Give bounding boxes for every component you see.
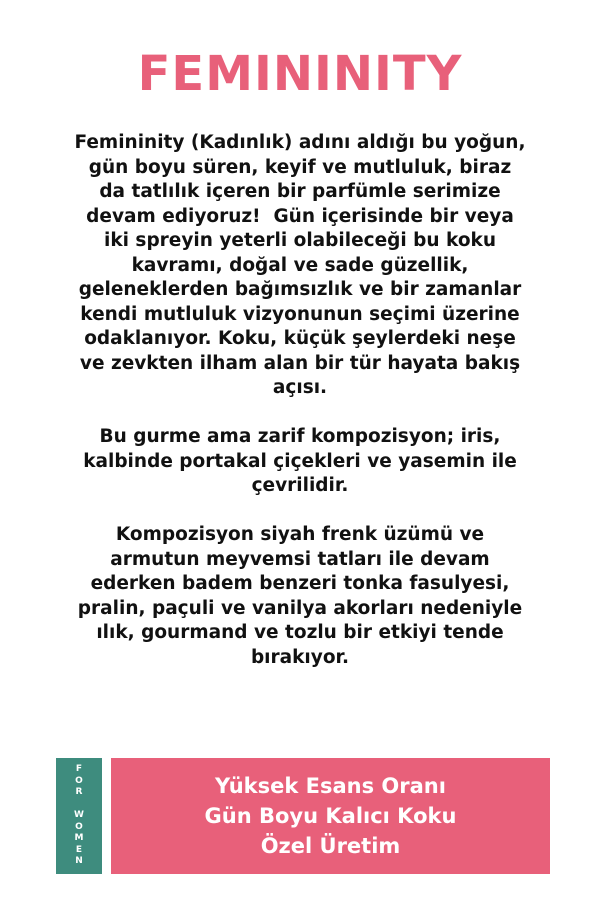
text-line: geleneklerden bağımsızlık ve bir zamanlar (78, 279, 522, 300)
tag-letter: E (75, 844, 83, 855)
page-title: FEMININITY (137, 46, 463, 102)
text-line: Kompozisyon siyah frenk üzümü ve (115, 524, 485, 545)
text-line: açısı. (272, 377, 328, 398)
text-line: Bu gurme ama zarif kompozisyon; iris, (99, 426, 501, 447)
tag-letter: O (75, 775, 83, 786)
text-line: kalbinde portakal çiçekleri ve yasemin ile (83, 450, 517, 472)
tag-letter: R (75, 787, 83, 798)
feature-high-essence: Yüksek Esans Oranı (215, 774, 446, 798)
text-line: ve zevkten ilham alan bir tür hayata bakış (79, 352, 521, 374)
text-line: da tatlılık içeren bir parfümle serimize (99, 181, 501, 202)
for-women-tag (56, 758, 102, 874)
text-line: ılık, gourmand ve tozlu bir etkiyi tende (96, 622, 504, 643)
tag-letter: F (75, 764, 83, 775)
paragraph-notes (52, 523, 548, 670)
paragraph-intro (52, 131, 548, 401)
tag-letter: W (74, 810, 84, 821)
text-line: gün boyu süren, keyif ve mutluluk, biraz (88, 156, 512, 178)
for-women-letters (74, 764, 84, 868)
text-line: bırakıyor. (250, 646, 350, 668)
text-line: iki spreyin yeterli olabileceği bu koku (104, 230, 496, 251)
feature-long-lasting: Gün Boyu Kalıcı Koku (204, 804, 457, 828)
tag-letter: O (75, 821, 83, 832)
tag-letter: M (74, 833, 84, 844)
text-line: devam ediyoruz! Gün içerisinde bir veya (86, 205, 514, 227)
description-text (52, 131, 548, 695)
text-line: Femininity (Kadınlık) adını aldığı bu yoğun, (74, 132, 526, 153)
text-line: armutun meyvemsi tatları ile devam (110, 548, 490, 570)
text-line: kavramı, doğal ve sade güzellik, (131, 254, 469, 276)
text-line: odaklanıyor. Koku, küçük şeylerdeki neşe (84, 328, 516, 349)
tag-letter: N (75, 856, 83, 867)
feature-special-production: Özel Üretim (260, 834, 401, 858)
paragraph-composition (52, 425, 548, 499)
text-line: ederken badem benzeri tonka fasulyesi, (90, 573, 510, 594)
text-line: kendi mutluluk vizyonunun seçimi üzerine (80, 303, 520, 325)
text-line: çevrilidir. (251, 475, 349, 496)
features-banner (111, 758, 550, 874)
text-line: pralin, paçuli ve vanilya akorları nedeniyle (77, 597, 523, 619)
